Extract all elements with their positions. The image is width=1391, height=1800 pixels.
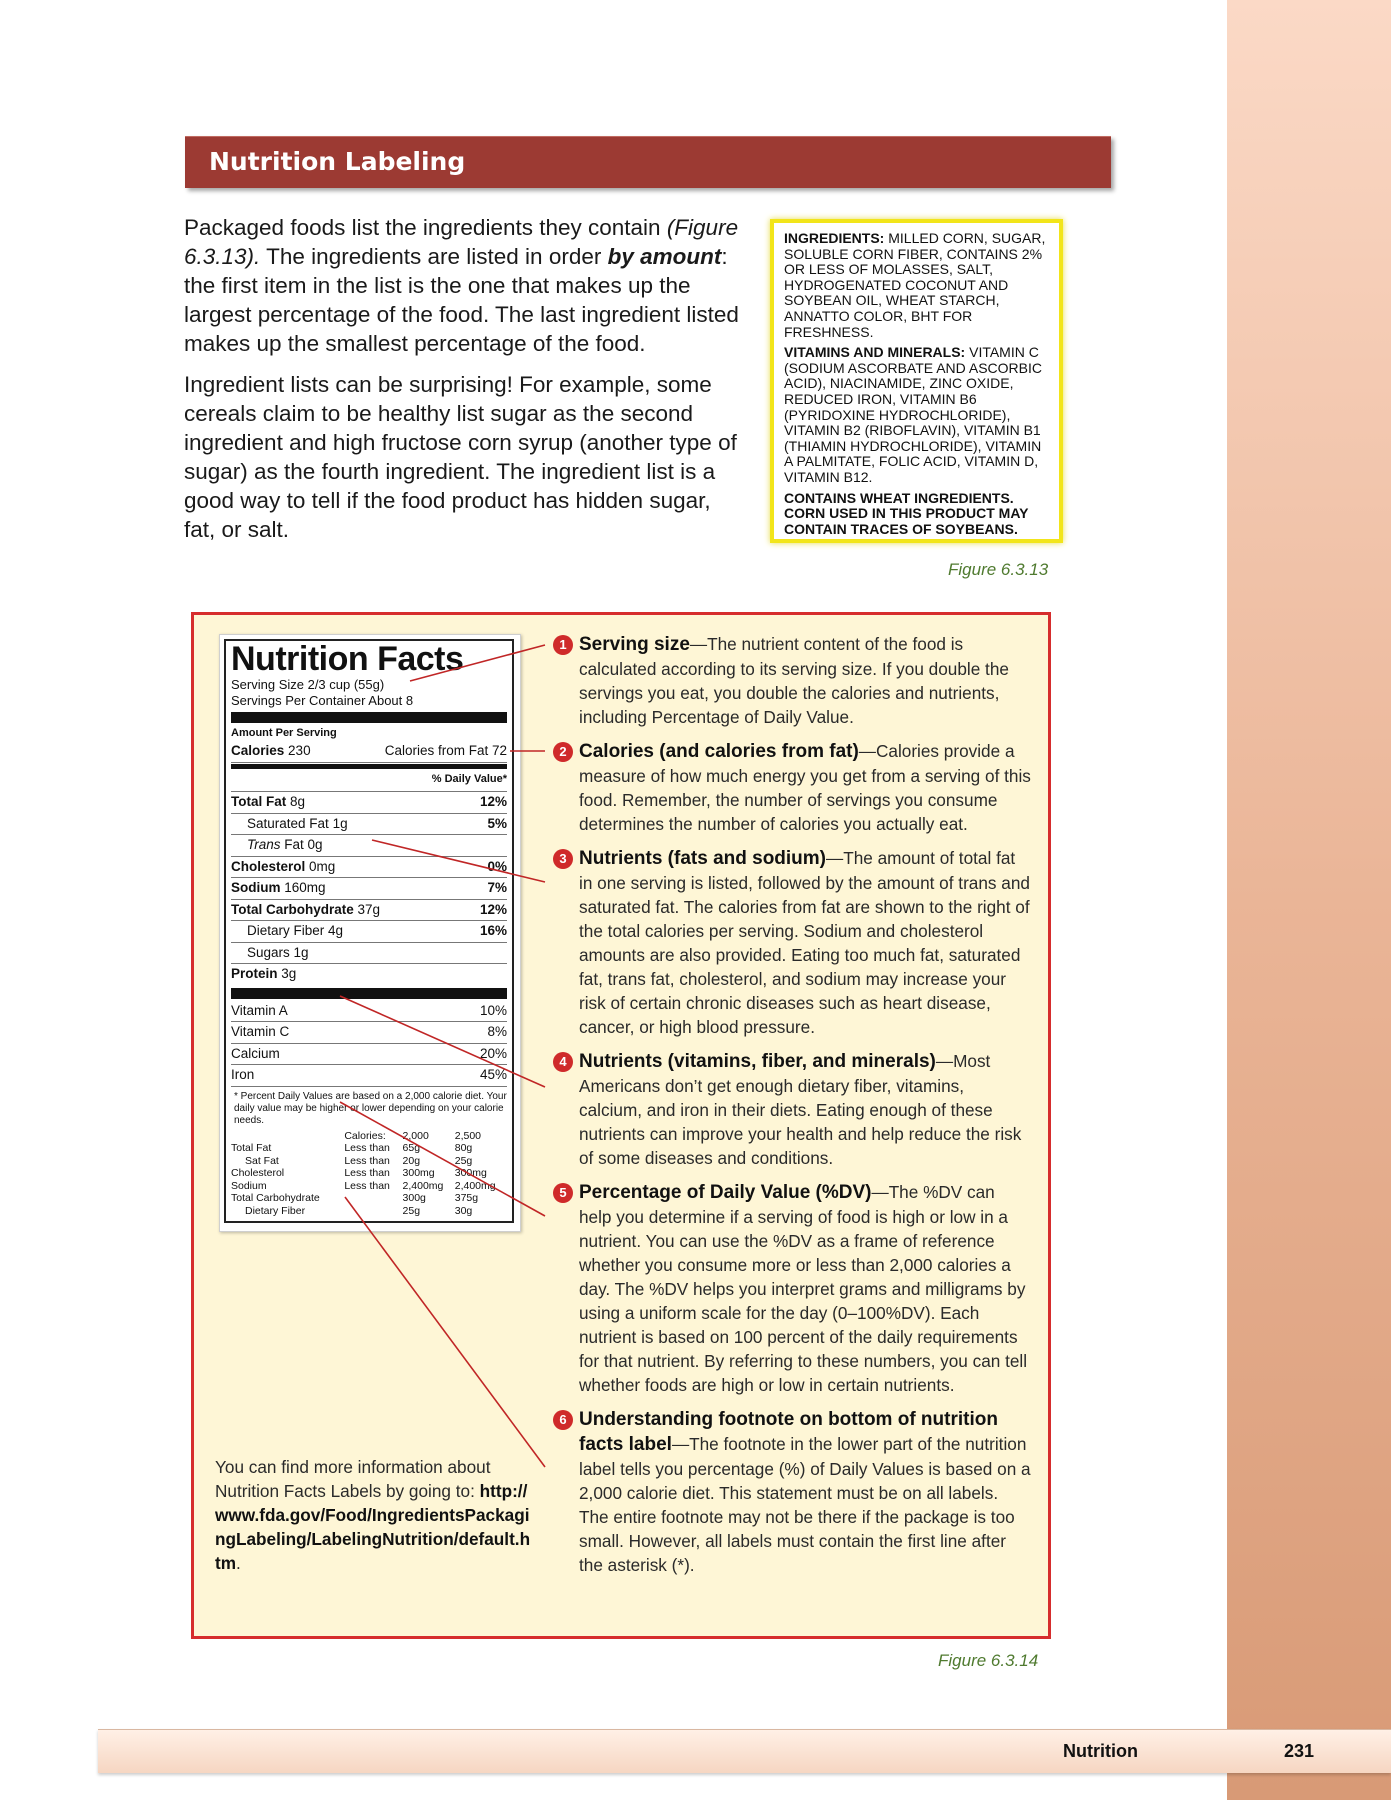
decorative-sidebar <box>1227 0 1391 1800</box>
callout-number-badge: 5 <box>553 1183 573 1203</box>
nf-row: Cholesterol 0mg 0% <box>231 857 507 879</box>
ft-row: Total Carbohydrate 300g 375g <box>231 1192 479 1204</box>
nf-serving-size: Serving Size 2/3 cup (55g) <box>231 677 385 692</box>
nf-vitamin-rows <box>231 1001 507 1087</box>
footer-chapter: Nutrition <box>1063 1741 1138 1761</box>
ft-header-row: Calories: 2,000 2,500 <box>344 1129 482 1142</box>
nf-vitamin-row: Iron 45% <box>231 1065 507 1087</box>
callout-body: —Calories provide a measure of how much energy you get from a serving of this food. Remember, the number of servings you consume determines the number of calories you actually eat. <box>579 741 1031 834</box>
callout-number-badge: 3 <box>553 849 573 869</box>
nf-row: Dietary Fiber 4g 16% <box>231 921 507 943</box>
nf-footnote: * Percent Daily Values are based on a 2,000 calorie diet. Your daily value may be higher or lower depending on your calorie needs. <box>234 1090 507 1126</box>
callout-item <box>555 1407 1031 1577</box>
callout-heading: Nutrients (fats and sodium) <box>579 848 827 869</box>
nf-amount-per-serving: Amount Per Serving <box>231 727 337 739</box>
callout-body: —The %DV can help you determine if a serving of food is high or low in a nutrient. You can use the %DV as a frame of reference whether you consume more or less than 2,000 calories a day. The %DV helps you interpret grams and milligrams by using a uniform scale for the day (0–100%DV). Each nutrient is based on 100 percent of the daily requirements for that nutrient. By referring to these numbers, you can tell whether foods are high or low in certain nutrients. <box>579 1182 1028 1395</box>
ingredients-label: INGREDIENTS: MILLED CORN, SUGAR, SOLUBLE CORN FIBER, CONTAINS 2% OR LESS OF MOLASSES, SALT, HYDROGENATED COCONUT AND SOYBEAN OIL, WHEAT STARCH, ANNATTO COLOR, BHT FOR FRESHNESS. VITAMINS AND MINERALS: VITAMIN C (SODIUM ASCORBATE AND ASCORBIC ACID), NIACINAMIDE, ZINC OXIDE, REDUCED IRON, VITAMIN B6 (PYRIDOXINE HYDROCHLORIDE), VITAMIN B2 (RIBOFLAVIN), VITAMIN B1 (THIAMIN HYDROCHLORIDE), VITAMIN A PALMITATE, FOLIC ACID, VITAMIN D, VITAMIN B12. CONTAINS WHEAT INGREDIENTS. CORN USED IN THIS PRODUCT MAY CONTAIN TRACES OF SOYBEANS. <box>770 219 1063 543</box>
nf-dv-header: % Daily Value* <box>231 771 507 793</box>
nutrition-facts-label <box>219 634 521 1232</box>
callout-item <box>555 1049 1031 1170</box>
nf-vitamin-row: Calcium 20% <box>231 1044 507 1066</box>
page-footer <box>98 1729 1391 1773</box>
callout-item <box>555 846 1031 1039</box>
nf-row: Sugars 1g <box>231 943 507 965</box>
ft-row: Dietary Fiber 25g 30g <box>245 1204 473 1217</box>
callout-item <box>555 739 1031 836</box>
callout-body: —The nutrient content of the food is calculated according to its serving size. If you double the servings you eat, you double the calories and nutrients, including Percentage of Daily Value. <box>579 634 1009 727</box>
more-info-text: You can find more information about Nutrition Facts Labels by going to: http://www.fda.gov/Food/IngredientsPackagingLabeling/LabelingNutrition/default.htm. <box>215 1457 531 1573</box>
nf-title: Nutrition Facts <box>231 640 464 678</box>
figure-caption-2: Figure 6.3.14 <box>938 1651 1039 1670</box>
nf-footnote-table <box>231 1130 507 1218</box>
ft-row: Sat Fat Less than 20g 25g <box>245 1154 473 1167</box>
ft-row: Total Fat Less than 65g 80g <box>231 1142 473 1154</box>
figure-caption-1: Figure 6.3.13 <box>948 560 1049 579</box>
section-title: Nutrition Labeling <box>209 147 466 176</box>
nf-row: Trans Fat 0g <box>231 835 507 857</box>
nf-vitamin-row: Vitamin C 8% <box>231 1022 507 1044</box>
nf-row: Total Fat 8g 12% <box>231 792 507 814</box>
intro-text <box>184 213 744 556</box>
ft-row: Cholesterol Less than 300mg 300mg <box>231 1167 487 1179</box>
callout-heading: Percentage of Daily Value (%DV) <box>579 1182 872 1203</box>
callout-number-badge: 4 <box>553 1052 573 1072</box>
nf-row: Sodium 160mg 7% <box>231 878 507 900</box>
callout-number-badge: 2 <box>553 742 573 762</box>
callout-heading: Calories (and calories from fat) <box>579 741 859 762</box>
fda-link[interactable]: http://www.fda.gov/Food/IngredientsPackagingLabeling/LabelingNutrition/default.htm <box>215 1481 531 1573</box>
callout-number-badge: 1 <box>553 635 573 655</box>
nf-divider <box>231 712 507 723</box>
ft-row: Sodium Less than 2,400mg 2,400mg <box>231 1179 496 1192</box>
nf-calories-row: Calories 230 Calories from Fat 72 <box>231 741 507 763</box>
nf-row: Protein 3g <box>231 966 297 981</box>
callout-heading: Nutrients (vitamins, fiber, and minerals) <box>579 1051 936 1072</box>
nf-vitamin-row: Vitamin A 10% <box>231 1001 507 1023</box>
callout-body: —Most Americans don’t get enough dietary fiber, vitamins, calcium, and iron in their diets. Eating enough of these nutrients can improve your health and help reduce the risk of some diseases and conditions. <box>579 1051 1022 1168</box>
callout-heading: Serving size <box>579 634 690 655</box>
callout-number-badge: 6 <box>553 1410 573 1430</box>
callout-body: —The amount of total fat in one serving is listed, followed by the amount of trans and saturated fat. The calories from fat are shown to the right of the total calories per serving. Sodium and cholesterol amounts are also provided. Eating too much fat, saturated fat, trans fat, cholesterol, and sodium may increase your risk of certain chronic diseases such as heart disease, cancer, or high blood pressure. <box>579 848 1030 1037</box>
intro-paragraph-1: Packaged foods list the ingredients they contain (Figure 6.3.13). The ingredients are listed in order by amount: the first item in the list is the one that makes up the largest percentage of the food. The last ingredient listed makes up the smallest percentage of the food. <box>184 215 739 356</box>
nf-servings-per-container: Servings Per Container About 8 <box>231 693 414 708</box>
callout-item <box>555 632 1031 729</box>
nf-row: Saturated Fat 1g 5% <box>231 814 507 836</box>
nf-nutrient-rows <box>231 792 507 985</box>
callout-body: —The footnote in the lower part of the nutrition label tells you percentage (%) of Daily Values is based on a 2,000 calorie diet. This statement must be on all labels. The entire footnote may not be there if the package is too small. However, all labels must contain the first line after the asterisk (*). <box>579 1434 1031 1575</box>
callout-item <box>555 1180 1031 1397</box>
callout-heading: Understanding footnote on bottom of nutrition facts label <box>579 1409 998 1455</box>
intro-paragraph-2: Ingredient lists can be surprising! For example, some cereals claim to be healthy list sugar as the second ingredient and high fructose corn syrup (another type of sugar) as the fourth ingredient. The ingredient list is a good way to tell if the food product has hidden sugar, fat, or salt. <box>184 372 737 542</box>
section-title-bar <box>185 136 1111 188</box>
footer-page-number: 231 <box>1284 1741 1315 1761</box>
nf-row: Total Carbohydrate 37g 12% <box>231 900 507 922</box>
callout-list <box>555 632 1031 1587</box>
